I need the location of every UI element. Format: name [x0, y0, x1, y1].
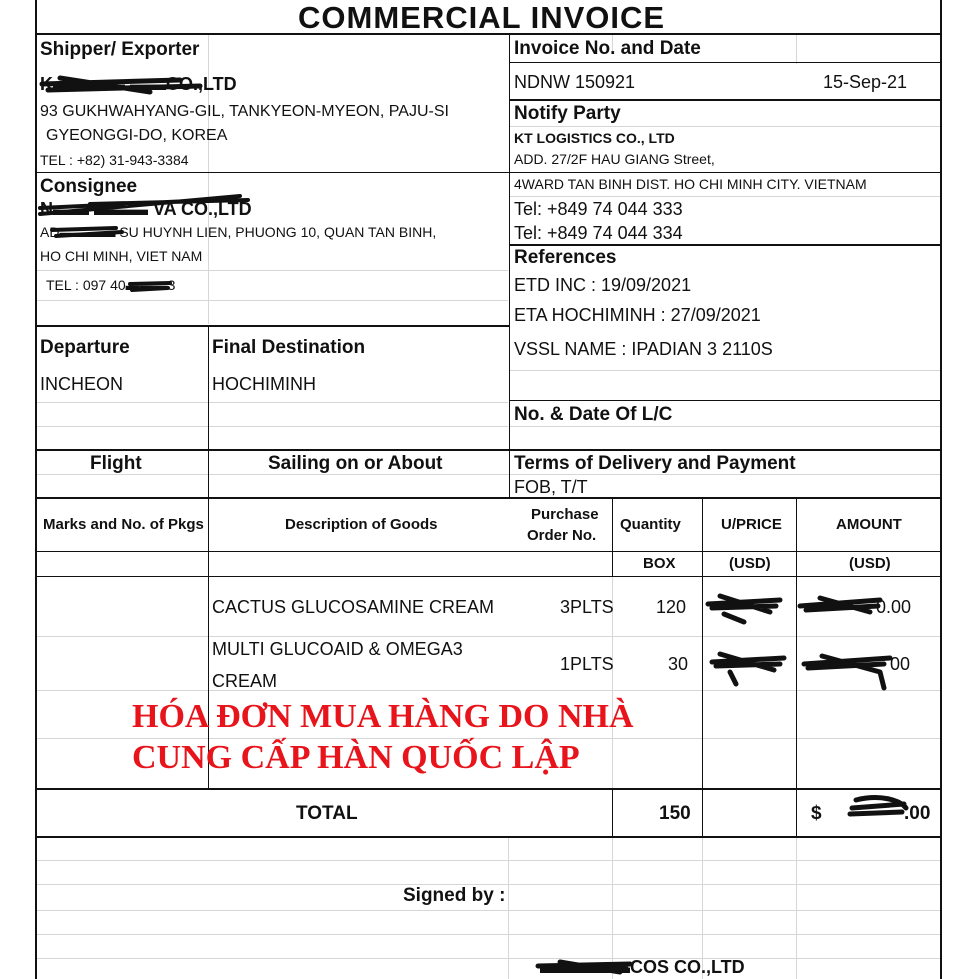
row2-quantity: 30 — [668, 654, 689, 674]
shipper-address-line1: 93 GUKHWAHYANG-GIL, TANKYEON-MYEON, PAJU-SI — [40, 103, 449, 120]
departure-value: INCHEON — [40, 374, 124, 394]
row2-po: 1PLTS — [560, 654, 614, 674]
departure-label: Departure — [40, 337, 130, 358]
sailing-label: Sailing on or About — [268, 453, 443, 474]
notify-tel-1: Tel: +849 74 044 333 — [514, 199, 683, 219]
notify-address-line1: ADD. 27/2F HAU GIANG Street, — [514, 151, 715, 167]
invoice-date: 15-Sep-21 — [823, 72, 908, 92]
row2-description-line2: CREAM — [212, 671, 278, 691]
notify-name: KT LOGISTICS CO., LTD — [514, 130, 675, 146]
consignee-tel: TEL : 097 40▬▬▬3 — [46, 277, 176, 293]
redaction-mark — [850, 798, 906, 814]
col-header-unit-price: U/PRICE — [721, 516, 782, 533]
unit-quantity: BOX — [643, 555, 676, 572]
page-title: COMMERCIAL INVOICE — [298, 0, 666, 35]
total-amount: .00 — [904, 803, 931, 824]
lc-label: No. & Date Of L/C — [514, 404, 673, 425]
row1-po: 3PLTS — [560, 597, 614, 617]
shipper-address-line2: GYEONGGI-DO, KOREA — [46, 127, 228, 144]
final-destination-label: Final Destination — [212, 337, 366, 358]
terms-label: Terms of Delivery and Payment — [514, 453, 796, 474]
notify-tel-2: Tel: +849 74 044 334 — [514, 223, 683, 243]
unit-amount: (USD) — [849, 555, 891, 572]
consignee-address-line1: AD▬▬▬▬ SU HUYNH LIEN, PHUONG 10, QUAN TAN BINH, — [40, 224, 437, 240]
total-currency: $ — [811, 803, 822, 824]
references-label: References — [514, 247, 617, 268]
terms-value: FOB, T/T — [514, 477, 588, 497]
col-header-po-line1: Purchase — [531, 506, 599, 523]
total-label: TOTAL — [296, 803, 358, 824]
consignee-label: Consignee — [40, 176, 138, 197]
consignee-name: N▬▬ ▬▬▬ VA CO.,LTD — [40, 199, 252, 219]
shipper-name: K▬▬▬▬ ▬▬CO.,LTD — [40, 74, 237, 94]
col-header-description: Description of Goods — [285, 516, 438, 533]
references-eta: ETA HOCHIMINH : 27/09/2021 — [514, 305, 761, 325]
notify-address-line2: 4WARD TAN BINH DIST. HO CHI MINH CITY. VIETNAM — [514, 176, 867, 192]
references-etd: ETD INC : 19/09/2021 — [514, 275, 692, 295]
redaction-mark — [708, 596, 780, 622]
shipper-label: Shipper/ Exporter — [40, 39, 200, 60]
row2-description-line1: MULTI GLUCOAID & OMEGA3 — [212, 639, 463, 659]
references-vessel: VSSL NAME : IPADIAN 3 2110S — [514, 339, 773, 359]
flight-label: Flight — [90, 453, 142, 474]
notify-label: Notify Party — [514, 103, 621, 124]
col-header-marks: Marks and No. of Pkgs — [43, 516, 204, 533]
redaction-mark — [800, 598, 880, 612]
redaction-mark — [804, 656, 890, 688]
redaction-mark — [712, 654, 784, 684]
row1-amount: 0.00 — [876, 597, 912, 617]
signed-label: Signed by : — [403, 885, 506, 906]
row1-description: CACTUS GLUCOSAMINE CREAM — [212, 597, 495, 617]
invoice-number: NDNW 150921 — [514, 72, 636, 92]
shipper-tel: TEL : +82) 31-943-3384 — [40, 152, 189, 168]
row1-quantity: 120 — [656, 597, 687, 617]
stamp-line2: CUNG CẤP HÀN QUỐC LẬP — [132, 739, 580, 776]
stamp-line1: HÓA ĐƠN MUA HÀNG DO NHÀ — [132, 698, 634, 735]
consignee-address-line2: HO CHI MINH, VIET NAM — [40, 248, 203, 264]
col-header-amount: AMOUNT — [836, 516, 902, 533]
total-quantity: 150 — [659, 803, 691, 824]
final-destination-value: HOCHIMINH — [212, 374, 316, 394]
col-header-po-line2: Order No. — [527, 527, 597, 544]
invoice-label: Invoice No. and Date — [514, 38, 701, 59]
col-header-quantity: Quantity — [620, 516, 681, 533]
signed-company: ▬▬▬▬▬COS CO.,LTD — [540, 957, 745, 977]
row2-amount: 00 — [890, 654, 911, 674]
unit-unit-price: (USD) — [729, 555, 771, 572]
